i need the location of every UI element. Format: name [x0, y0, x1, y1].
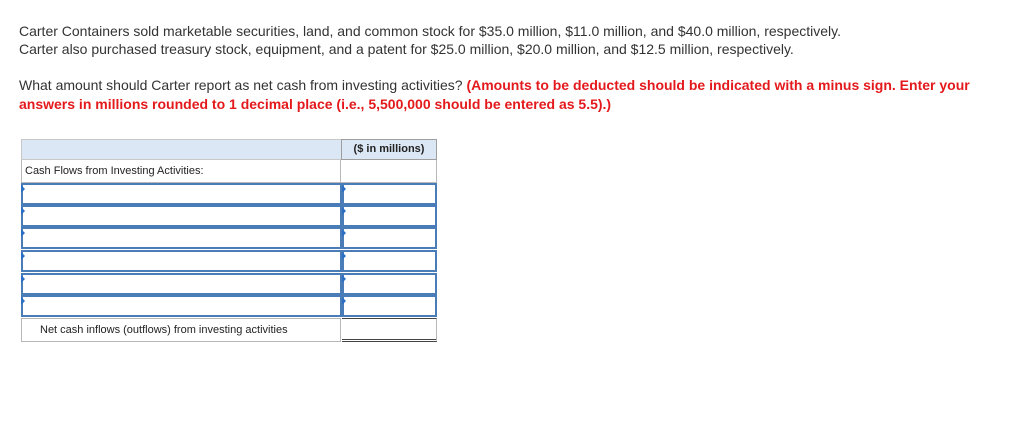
units-header: ($ in millions)	[341, 139, 437, 160]
row-4-label-input[interactable]	[21, 250, 342, 272]
row-2-label-input[interactable]	[21, 205, 342, 227]
input-marker-icon	[342, 185, 346, 193]
investing-activities-table	[21, 139, 437, 342]
row-5-label-input[interactable]	[21, 273, 342, 295]
row-3-label-input[interactable]	[21, 227, 342, 249]
section-value-blank	[341, 160, 437, 183]
problem-line-2: Carter also purchased treasury stock, equipment, and a patent for $25.0 million, $20.0 million, and $12.5 million, respectively.	[19, 41, 794, 57]
question	[19, 76, 1009, 114]
input-marker-icon	[342, 297, 346, 305]
dropdown-marker-icon	[21, 275, 25, 283]
row-4-value-input[interactable]	[342, 250, 437, 272]
row-6-value-input[interactable]	[342, 295, 437, 317]
row-1-value-input[interactable]	[342, 183, 437, 205]
input-marker-icon	[342, 275, 346, 283]
row-5-value-input[interactable]	[342, 273, 437, 295]
question-instructions: (Amounts to be deducted should be indicated with a minus sign. Enter your answers in millions rounded to 1 decimal place (i.e., 5,500,000 should be entered as 5.5).)	[19, 77, 970, 112]
problem-statement	[19, 22, 1009, 58]
net-cash-value-input[interactable]	[342, 318, 437, 342]
table-header-blank	[21, 139, 341, 160]
row-2-value-input[interactable]	[342, 205, 437, 227]
dropdown-marker-icon	[21, 207, 25, 215]
question-text: What amount should Carter report as net cash from investing activities?	[19, 77, 463, 93]
input-marker-icon	[342, 252, 346, 260]
section-label: Cash Flows from Investing Activities:	[21, 160, 341, 183]
input-marker-icon	[342, 229, 346, 237]
dropdown-marker-icon	[21, 229, 25, 237]
dropdown-marker-icon	[21, 252, 25, 260]
row-1-label-input[interactable]	[21, 183, 342, 205]
dropdown-marker-icon	[21, 185, 25, 193]
dropdown-marker-icon	[21, 297, 25, 305]
row-3-value-input[interactable]	[342, 227, 437, 249]
row-6-label-input[interactable]	[21, 295, 342, 317]
net-cash-label: Net cash inflows (outflows) from investing activities	[21, 318, 341, 342]
input-marker-icon	[342, 207, 346, 215]
problem-line-1: Carter Containers sold marketable securities, land, and common stock for $35.0 million, $11.0 million, and $40.0 million, respectively.	[19, 23, 841, 39]
